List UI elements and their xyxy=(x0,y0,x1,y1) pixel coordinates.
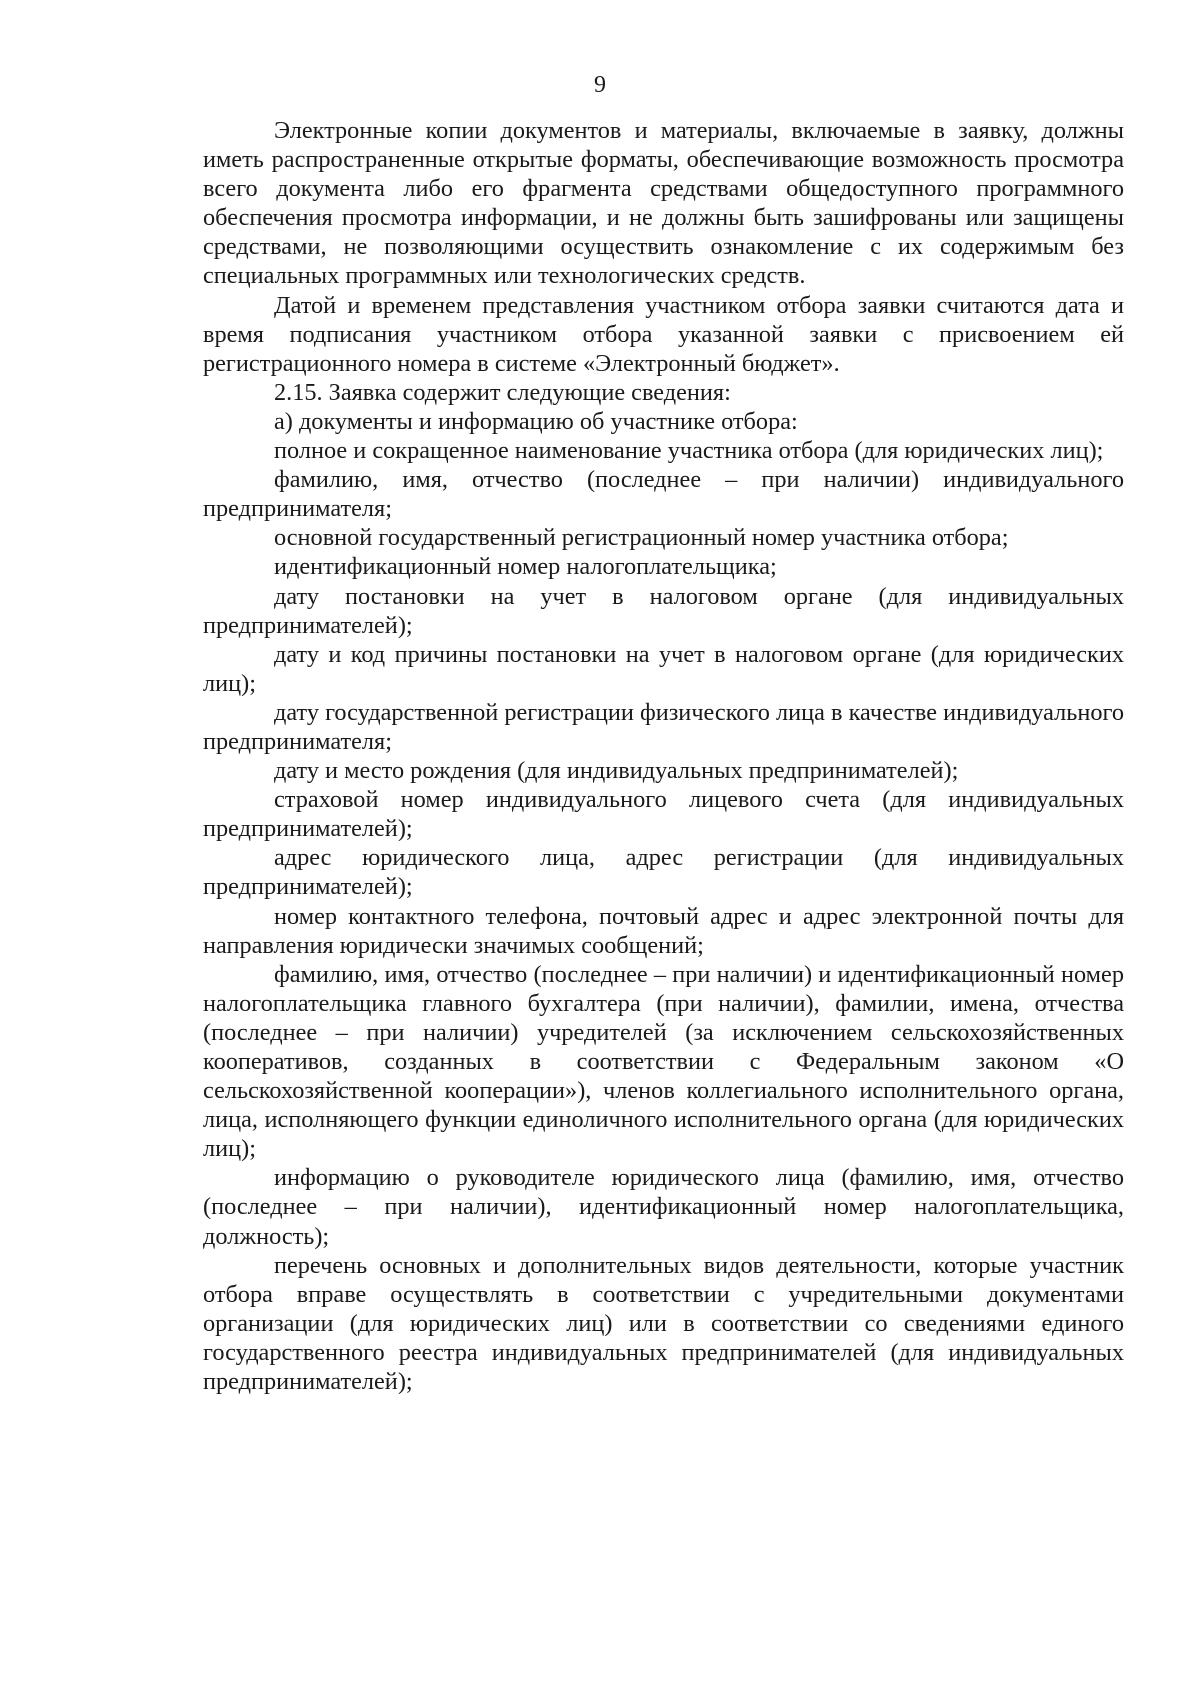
paragraph: дату постановки на учет в налоговом органе (для индивидуальных предпринимателей); xyxy=(203,582,1124,639)
paragraph: а) документы и информацию об участнике отбора: xyxy=(274,407,798,435)
paragraph: Электронные копии документов и материалы, включаемые в заявку, должны иметь распространенные открытые форматы, обеспечивающие возможность просмотра всего документа либо его фрагмента средствами общедоступного программного обеспечения просмотра информации, и не должны быть зашифрованы или защищены средствами, не позволяющими осуществить ознакомление с их содержимым без специальных программных или технологических средств. xyxy=(203,117,1124,290)
paragraph: полное и сокращенное наименование участника отбора (для юридических лиц); xyxy=(274,437,1104,465)
paragraph: перечень основных и дополнительных видов деятельности, которые участник отбора вправе осуществлять в соответствии с учредительными документами организации (для юридических лиц) или в соответствии со сведениями единого государственного реестра индивидуальных предпринимателей (для индивидуальных предпринимателей); xyxy=(203,1251,1124,1396)
paragraph: фамилию, имя, отчество (последнее – при наличии) индивидуального предпринимателя; xyxy=(203,466,1124,523)
paragraph: дату государственной регистрации физического лица в качестве индивидуального предпринимателя; xyxy=(203,698,1124,755)
paragraph: 2.15. Заявка содержит следующие сведения: xyxy=(274,378,731,406)
paragraph: страховой номер индивидуального лицевого счета (для индивидуальных предпринимателей); xyxy=(203,786,1124,843)
paragraph: номер контактного телефона, почтовый адрес и адрес электронной почты для направления юридически значимых сообщений; xyxy=(203,902,1124,959)
paragraph: основной государственный регистрационный номер участника отбора; xyxy=(274,524,1009,552)
document-body xyxy=(203,116,1124,1396)
page-number: 9 xyxy=(594,72,606,98)
paragraph: Датой и временем представления участником отбора заявки считаются дата и время подписания участником отбора указанной заявки с присвоением ей регистрационного номера в системе «Электронный бюджет». xyxy=(203,291,1124,377)
paragraph: информацию о руководителе юридического лица (фамилию, имя, отчество (последнее – при наличии), идентификационный номер налогоплательщика, должность); xyxy=(203,1164,1124,1250)
paragraph: идентификационный номер налогоплательщика; xyxy=(274,553,777,581)
paragraph: фамилию, имя, отчество (последнее – при наличии) и идентификационный номер налогоплательщика главного бухгалтера (при наличии), фамилии, имена, отчества (последнее – при наличии) учредителей (за исключением сельскохозяйственных кооперативов, созданных в соответствии с Федеральным законом «О сельскохозяйственной кооперации»), членов коллегиального исполнительного органа, лица, исполняющего функции единоличного исполнительного органа (для юридических лиц); xyxy=(203,960,1124,1163)
paragraph: дату и код причины постановки на учет в налоговом органе (для юридических лиц); xyxy=(203,640,1124,697)
paragraph: дату и место рождения (для индивидуальных предпринимателей); xyxy=(274,757,959,785)
paragraph: адрес юридического лица, адрес регистрации (для индивидуальных предпринимателей); xyxy=(203,844,1124,901)
